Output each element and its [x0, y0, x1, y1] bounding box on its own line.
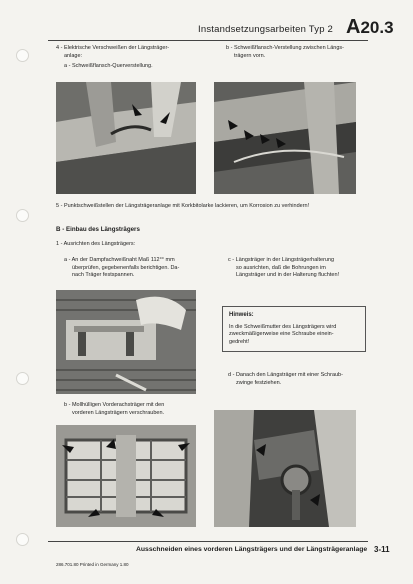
photo-1-graphic — [56, 82, 196, 194]
hint-box — [222, 306, 366, 352]
step1b-line2: vorderen Längsträgern verschrauben. — [72, 409, 165, 416]
step1c-text — [228, 257, 368, 280]
step1a-text — [64, 257, 204, 280]
binder-hole-3 — [16, 372, 29, 385]
step1d-line1: d - Danach den Längsträger mit einer Schraub- — [228, 372, 343, 378]
binder-hole-4 — [16, 533, 29, 546]
photo-screw-clamp — [214, 410, 356, 527]
page-header-title: Instandsetzungsarbeiten Typ 2 — [198, 24, 334, 35]
stepb-line1: b - Schweißflansch-Verstellung zwischen Längs- — [226, 45, 345, 51]
hint-line3: gedreht! — [229, 338, 250, 345]
step1c-line1: c - Längsträger in der Längsträgerhalterung — [228, 257, 335, 263]
hint-title: Hinweis: — [229, 312, 254, 318]
header-rule — [48, 40, 368, 41]
step1d-text — [228, 372, 368, 387]
step1a-line2: überprüfen, gegebenenfalls berichtigen. Da- — [72, 264, 180, 271]
section-b-heading: B - Einbau des Längsträgers — [56, 226, 140, 233]
binder-hole-2 — [16, 209, 29, 222]
stepb-line2: trägern vorn. — [234, 52, 266, 59]
photo-axle-carrier — [56, 425, 196, 527]
binder-hole-1 — [16, 49, 29, 62]
section-code-number: 20.3 — [360, 18, 394, 37]
step1c-line2: so ausrichten, daß die Bohrungen im — [236, 264, 326, 271]
hint-line2: zweckmäßigerweise eine Schraube einein- — [229, 331, 334, 338]
section-code — [346, 16, 394, 39]
section-code-prefix: A — [346, 16, 361, 38]
step1c-line3: Längsträger und in der Halterung fluchten! — [236, 272, 340, 279]
photo-5-graphic — [214, 410, 356, 527]
step1b-line1: b - Mollhülligen Vorderachsträger mit den — [64, 402, 165, 408]
photo-4-graphic — [56, 425, 196, 527]
step4a-line: a - Schweißflansch-Querverstellung. — [64, 63, 153, 70]
photo-weld-flange-front — [214, 82, 356, 194]
footer-rule — [48, 541, 368, 542]
photo-dimension-check — [56, 290, 196, 394]
stepb-text — [226, 45, 376, 60]
step1d-line2: zwinge festziehen. — [236, 379, 282, 386]
photo-2-graphic — [214, 82, 356, 194]
page-number: 3-11 — [374, 545, 390, 554]
step1a-line3: nach Träger festspannen. — [72, 272, 135, 279]
step1b-text — [64, 402, 204, 417]
photo-weld-flange-cross — [56, 82, 196, 194]
step1a-line1: a - An der Dampfachweißnaht Maß 112°° mm — [64, 257, 175, 263]
print-note: 286.701.80 Printed in Germany 1.80 — [56, 562, 129, 567]
step1-text: 1 - Ausrichten des Längsträgers: — [56, 241, 136, 247]
step4-line1: 4 - Elektrische Verschweißen der Längsträger- — [56, 45, 170, 51]
hint-line1: In die Schweißmutter des Längsträgers wird — [229, 323, 337, 330]
step4-line2: anlage: — [64, 52, 83, 59]
footer-title: Ausschneiden eines vorderen Längsträgers und der Längsträgeranlage — [136, 546, 368, 553]
step5-text: 5 - Punktschweißstellen der Längsträgeranlage mit Korkbitolarke lackieren, um Korrosion zu verhindern! — [56, 203, 310, 209]
step4-text — [56, 45, 206, 71]
photo-3-graphic — [56, 290, 196, 394]
